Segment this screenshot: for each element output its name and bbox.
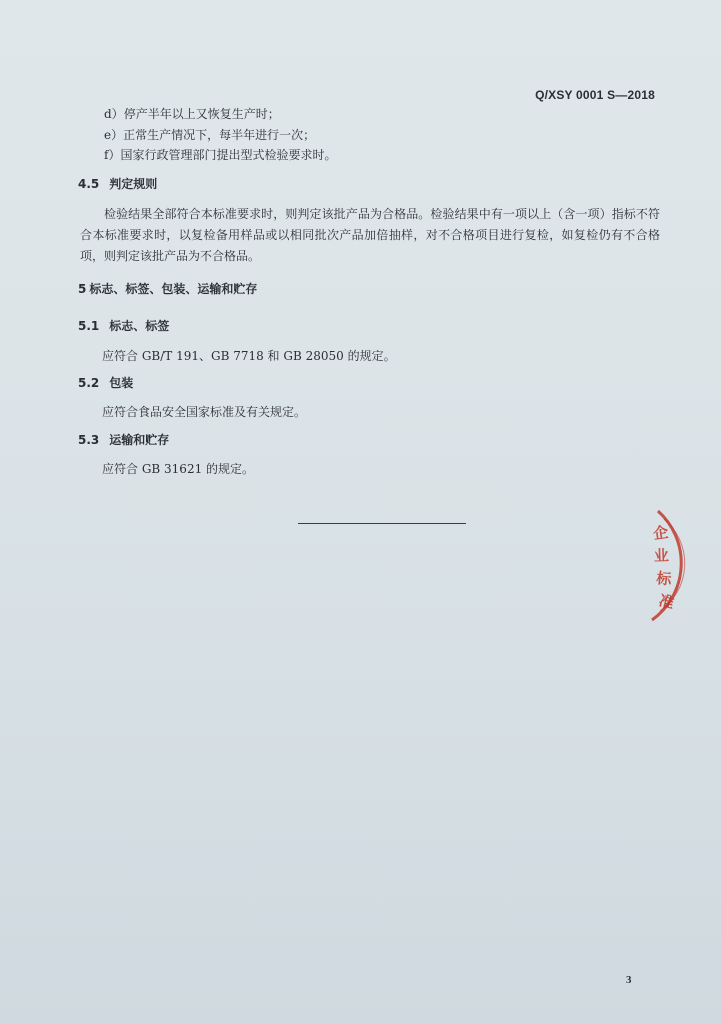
section-5-1-text: 应符合 GB/T 191、GB 7718 和 GB 28050 的规定。 xyxy=(102,349,396,363)
list-text: 国家行政管理部门提出型式检验要求时。 xyxy=(120,148,337,162)
standard-code: Q/XSY 0001 S—2018 xyxy=(535,88,655,102)
section-title: 包装 xyxy=(109,376,134,390)
section-number: 5.3 xyxy=(78,433,100,447)
end-of-document-rule xyxy=(298,523,466,524)
section-5-2-text: 应符合食品安全国家标准及有关规定。 xyxy=(102,405,307,419)
svg-text:准: 准 xyxy=(657,591,676,613)
section-number: 5 xyxy=(78,282,87,296)
section-title: 标志、标签、包装、运输和贮存 xyxy=(89,282,258,296)
section-number: 5.2 xyxy=(78,376,100,390)
list-marker: e） xyxy=(104,128,124,142)
list-text: 正常生产情况下，每半年进行一次； xyxy=(123,128,316,142)
list-marker: d） xyxy=(104,107,124,121)
section-5-3-heading xyxy=(78,433,169,447)
section-5-heading xyxy=(78,282,257,296)
section-4-5-heading xyxy=(78,177,157,191)
section-5-2-heading xyxy=(78,376,133,390)
svg-text:标: 标 xyxy=(655,569,673,589)
company-seal xyxy=(630,505,721,630)
svg-text:业: 业 xyxy=(653,546,670,565)
section-title: 标志、标签 xyxy=(109,319,170,333)
section-title: 运输和贮存 xyxy=(109,433,170,447)
svg-text:企: 企 xyxy=(652,523,670,543)
page-number: 3 xyxy=(626,974,632,986)
section-title: 判定规则 xyxy=(109,177,158,191)
section-number: 5.1 xyxy=(78,319,100,333)
list-marker: f） xyxy=(104,148,121,162)
section-number: 4.5 xyxy=(78,177,100,191)
list-text: 停产半年以上又恢复生产时； xyxy=(123,107,280,121)
list-item-d xyxy=(104,107,280,121)
section-5-1-heading xyxy=(78,319,169,333)
section-5-3-text: 应符合 GB 31621 的规定。 xyxy=(102,462,255,476)
section-4-5-paragraph: 检验结果全部符合本标准要求时，则判定该批产品为合格品。检验结果中有一项以上（含一项）指标不符合本标准要求时，以复检备用样品或以相同批次产品加倍抽样，对不合格项目进行复检，如复检仍有不合格项，则判定该批产品为不合格品。 xyxy=(80,207,660,263)
list-item-f xyxy=(104,148,336,162)
list-item-e xyxy=(104,128,315,142)
